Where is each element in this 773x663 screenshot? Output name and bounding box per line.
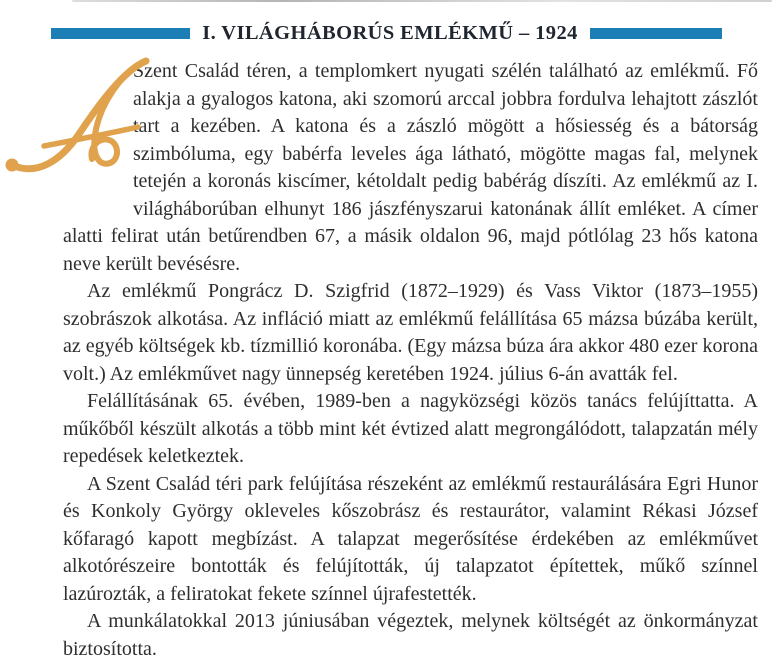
paragraph-3: Felállításának 65. évében, 1989-ben a nagyközségi közös tanács felújíttatta. A műkőből készült alkotás a több mint két évtized alatt megrongálódott, talapzatán mély repedések keletkeztek. [63,390,758,467]
title-rule-left [51,28,190,39]
dropcap-letter-text [133,58,134,59]
page-title: I. VILÁGHÁBORÚS EMLÉKMŰ – 1924 [202,22,578,44]
paragraph-5: A munkálatokkal 2013 júniusában végeztek, melynek költségét az önkormányzat biztosította. [63,610,758,660]
paragraph-1 [63,58,758,278]
article-body [0,58,773,663]
paragraph-4: A Szent Család téri park felújítása részeként az emlékmű restaurálására Egri Hunor és Konkoly György okleveles kőszobrász és restaurátor, valamint Rékasi József kőfaragó kapott megbízást. A talapzat megerősítése érdekében az emlékművet alkotórészeire bontották és felújították, új talapzatot építettek, műkő színnel lazúrozták, a feliratokat fekete színnel újrafestették. [63,472,758,605]
chapter-header [0,22,773,44]
scan-artifact-line [72,0,772,2]
dropcap-spacer [63,58,133,196]
paragraph-2: Az emlékmű Pongrácz D. Szigfrid (1872–1929) és Vass Viktor (1873–1955) szobrászok alkotása. Az infláció miatt az emlékmű felállítása 65 mázsa búzába került, az egyéb költségek kb. tízmillió koronába. (Egy mázsa búza ára akkor 480 ezer korona volt.) Az emlékművet nagy ünnepség keretében 1924. július 6-án avatták fel. [63,280,758,385]
paragraph-1-text: Szent Család téren, a templomkert nyugati szélén található az emlékmű. Fő alakja a gyalogos katona, aki szomorú arccal jobbra fordulva lehajtott zászlót tart a kezében. A katona és a zászló mögött a hősiesség és a bátorság szimbóluma, egy babérfa leveles ága látható, mögötte magas fal, melynek tetején a koronás kiscímer, kétoldalt pedig babérág díszíti. Az emlékmű az I. világháborúban elhunyt 186 jászfényszarui katonának állít emléket. A címer alatti felirat után betűrendben 67, a másik oldalon 96, majd pótlólag 23 hős katona neve került bevésésre. [63,60,758,275]
title-rule-right [590,28,722,39]
